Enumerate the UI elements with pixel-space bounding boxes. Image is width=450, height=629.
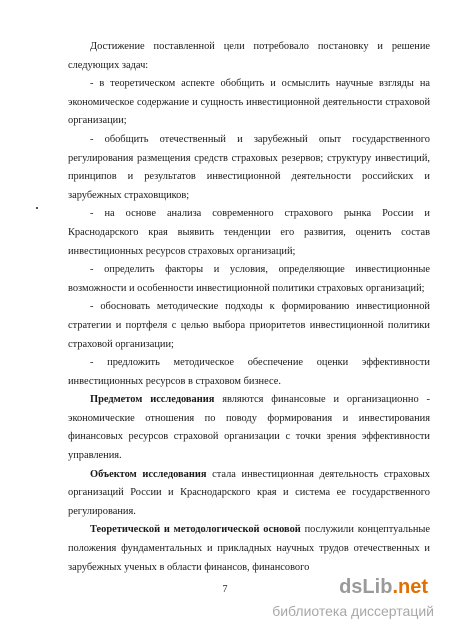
paragraph-text: - обосновать методические подходы к формированию инвестиционной стратегии и портфеля с целью выбора приоритетов инвестиционной политики страховой организации; [68, 301, 430, 350]
paragraph-text: - обобщить отечественный и зарубежный опыт государственного регулирования размещения средств страховых резервов; структуру инвестиций, принципов и результатов инвестиционной деятельности российских и зарубежных страховщиков; [68, 133, 430, 201]
watermark-logo-suffix: .net [392, 576, 428, 598]
task-item [68, 298, 430, 354]
paragraph-text: - в теоретическом аспекте обобщить и осмыслить научные взгляды на экономическое содержание и сущность инвестиционной деятельности страховой организации; [68, 78, 430, 127]
paragraph-intro [68, 38, 430, 75]
paragraph-text: - определить факторы и условия, определяющие инвестиционные возможности и особенности инвестиционной политики страховых организаций; [68, 264, 430, 294]
paragraph-text: Достижение поставленной цели потребовало постановку и решение следующих задач: [68, 41, 430, 71]
paragraph-text: - предложить методическое обеспечение оценки эффективности инвестиционных ресурсов в страховом бизнесе. [68, 357, 430, 387]
watermark-logo-main: dsLib [339, 576, 393, 598]
paragraph-text: - на основе анализа современного страхового рынка России и Краснодарского края выявить тенденции его развития, оценить состав инвестиционных ресурсов страховых организаций; [68, 208, 430, 257]
paragraph-methodology [68, 521, 430, 577]
paragraph-text: являются финансовые и организационно - экономические отношения по поводу формирования и инвестирования финансовых ресурсов страховой организации с точки зрения эффективности управления. [68, 394, 430, 462]
paragraph-object [68, 466, 430, 522]
bold-term: Объектом исследования [90, 468, 207, 480]
scan-speck [36, 207, 38, 209]
watermark-caption: библиотека диссертаций [272, 603, 434, 619]
task-item [68, 354, 430, 391]
task-item [68, 75, 430, 131]
task-item [68, 261, 430, 298]
bold-term: Предметом исследования [90, 394, 215, 406]
paragraph-subject [68, 391, 430, 465]
page-number: 7 [222, 584, 228, 595]
paragraph-text: послужили концептуальные положения фундаментальных и прикладных научных трудов отечественных и зарубежных ученых в области финансов, финансового [68, 524, 430, 573]
bold-term: Теоретической и методологической основой [90, 524, 301, 536]
paragraph-text: стала инвестиционная деятельность страховых организаций России и Краснодарского края и система ее государственного регулирования. [68, 468, 430, 517]
task-item [68, 131, 430, 205]
task-item [68, 205, 430, 261]
document-body [68, 38, 430, 577]
